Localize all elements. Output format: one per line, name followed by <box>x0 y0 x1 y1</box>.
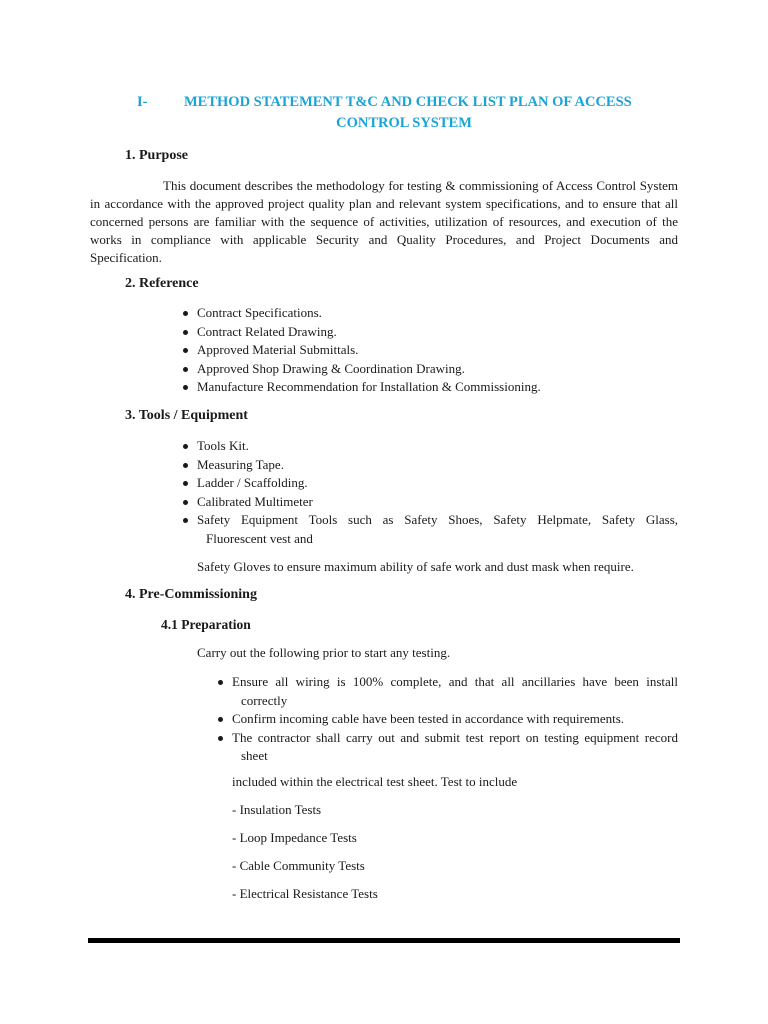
item-2: Confirm incoming cable have been tested in accordance with requirements. <box>232 711 625 726</box>
list-item <box>215 729 678 766</box>
title-line-1: METHOD STATEMENT T&C AND CHECK LIST PLAN OF ACCESS <box>184 94 632 110</box>
purpose-paragraph <box>90 177 678 267</box>
reference-list <box>180 304 541 397</box>
test-item: - Loop Impedance Tests <box>232 830 357 845</box>
title-number: I- <box>137 94 148 110</box>
preparation-intro: Carry out the following prior to start any testing. <box>197 645 451 660</box>
purpose-heading: 1. Purpose <box>125 148 188 163</box>
list-item: Manufacture Recommendation for Installation & Commissioning. <box>180 378 541 397</box>
tools-list <box>180 437 678 548</box>
safety-note: Safety Gloves to ensure maximum ability of safe work and dust mask when require. <box>197 559 634 574</box>
list-item: Contract Related Drawing. <box>180 323 541 342</box>
precommissioning-heading: 4. Pre-Commissioning <box>125 587 257 602</box>
reference-heading: 2. Reference <box>125 276 199 291</box>
item-1-line-1: Ensure all wiring is 100% complete, and that all ancillaries have been install <box>232 674 678 689</box>
list-item: Calibrated Multimeter <box>180 493 678 512</box>
tools-heading: 3. Tools / Equipment <box>125 408 248 423</box>
test-item: - Insulation Tests <box>232 802 322 817</box>
list-item: Approved Material Submittals. <box>180 341 541 360</box>
preparation-subheading: 4.1 Preparation <box>161 617 251 632</box>
list-item <box>180 511 678 548</box>
test-item: - Cable Community Tests <box>232 858 365 873</box>
safety-item-line-1: Safety Equipment Tools such as Safety Shoes, Safety Helpmate, Safety Glass, <box>197 512 678 527</box>
list-item: Ladder / Scaffolding. <box>180 474 678 493</box>
item-3-line-1: The contractor shall carry out and submit test report on testing equipment record <box>232 729 678 745</box>
test-item: - Electrical Resistance Tests <box>232 886 378 901</box>
list-item: Approved Shop Drawing & Coordination Drawing. <box>180 360 541 379</box>
safety-item-line-2: Fluorescent vest and <box>206 530 313 546</box>
included-note: included within the electrical test sheet. Test to include <box>232 774 518 789</box>
list-item: Measuring Tape. <box>180 456 678 475</box>
list-item <box>215 710 678 729</box>
purpose-text: This document describes the methodology for testing & commissioning of Access Control System in accordance with the approved project quality plan and relevant system specifications, and to ensure that all concerned persons are familiar with the sequence of activities, utilization of resources, and execution of the works in compliance with applicable Security and Quality Procedures, and Project Documents and Specification. <box>90 178 678 265</box>
list-item: Tools Kit. <box>180 437 678 456</box>
preparation-list <box>215 673 678 766</box>
list-item: Contract Specifications. <box>180 304 541 323</box>
item-3-line-2: sheet <box>241 748 268 763</box>
list-item <box>215 673 678 710</box>
item-1-line-2: correctly <box>241 692 288 708</box>
footer-rule <box>88 938 680 943</box>
title-line-2: CONTROL SYSTEM <box>336 115 472 131</box>
